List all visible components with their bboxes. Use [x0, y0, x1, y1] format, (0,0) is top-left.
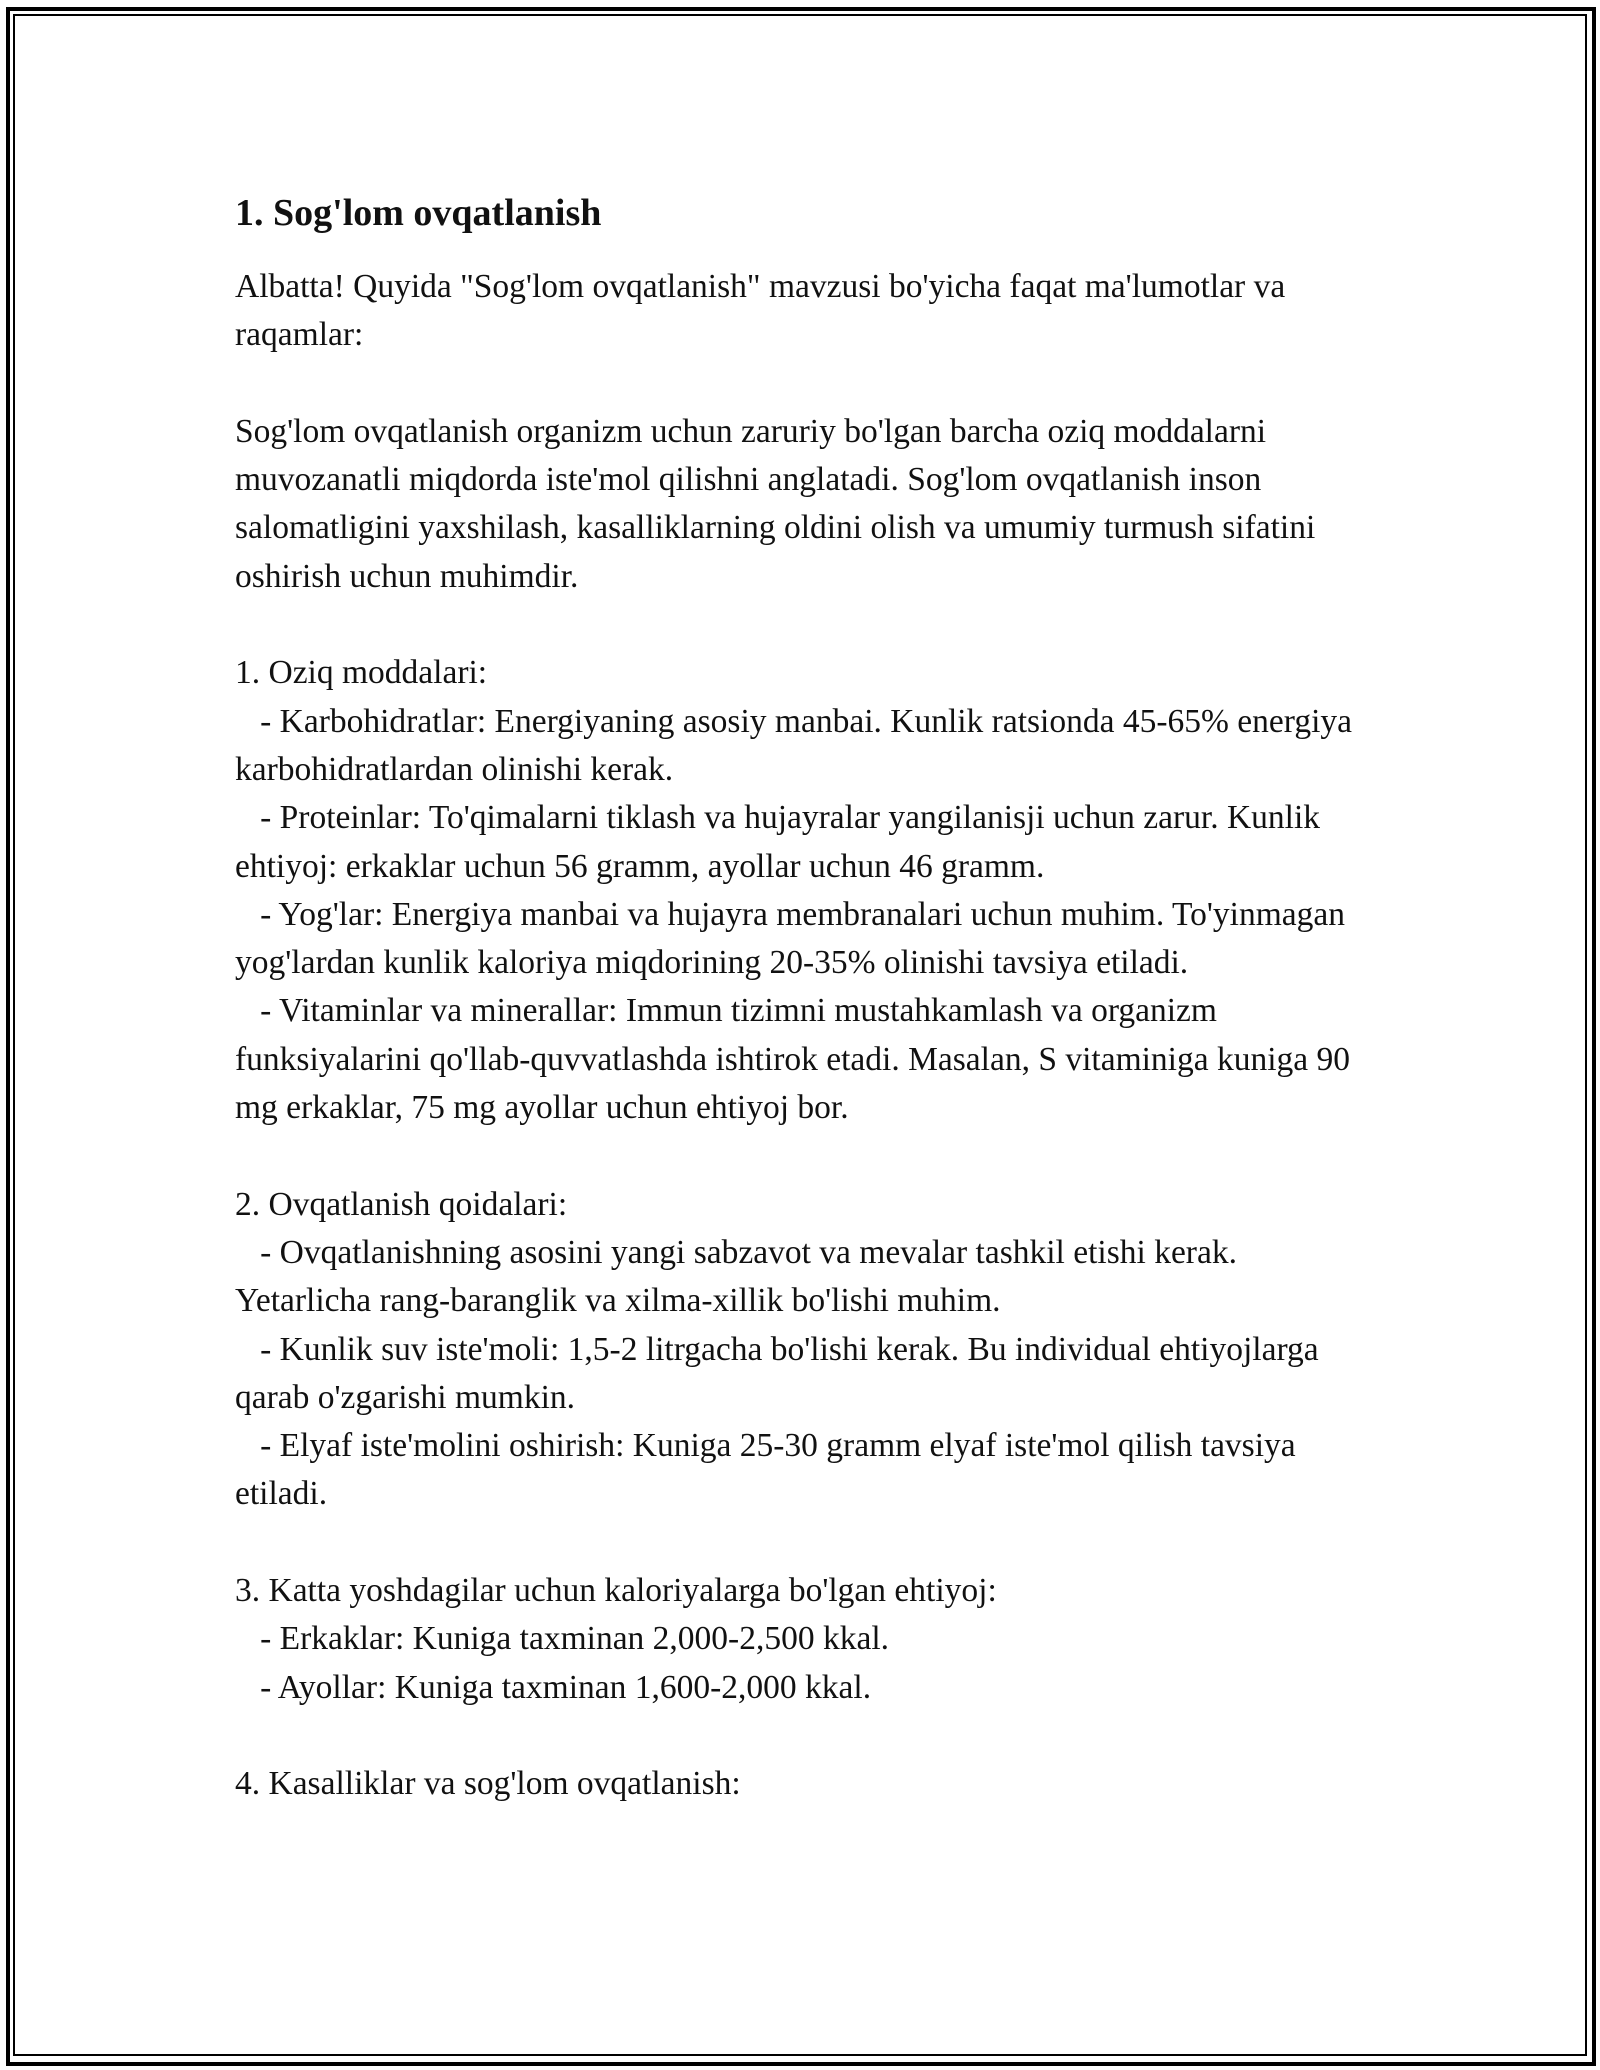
document-title: 1. Sog'lom ovqatlanish	[235, 192, 602, 234]
section-diseases	[235, 1760, 1370, 1808]
section-eating-rules	[235, 1181, 1370, 1519]
list-item: - Ovqatlanishning asosini yangi sabzavot va mevalar tashkil etishi kerak. Yetarlicha rang-baranglik va xilma-xillik bo'lishi muhim.	[235, 1233, 1245, 1320]
intro-paragraph: Albatta! Quyida "Sog'lom ovqatlanish" mavzusi bo'yicha faqat ma'lumotlar va raqamlar:	[235, 268, 1294, 354]
list-item: - Vitaminlar va minerallar: Immun tizimni mustahkamlash va organizm funksiyalarini qo'llab-quvvatlashda ishtirok etadi. Masalan, S vitaminiga kuniga 90 mg erkaklar, 75 mg ayollar uchun ehtiyoj bor.	[235, 992, 1359, 1127]
list-item: - Proteinlar: To'qimalarni tiklash va hujayralar yangilanisji uchun zarur. Kunlik ehtiyoj: erkaklar uchun 56 gramm, ayollar uchun 46 gramm.	[235, 799, 1329, 885]
paragraph-gap	[235, 601, 1370, 649]
section-heading: 2. Ovqatlanish qoidalari:	[235, 1185, 568, 1223]
paragraph-gap	[235, 360, 1370, 408]
list-item: - Ayollar: Kuniga taxminan 1,600-2,000 kkal.	[235, 1668, 872, 1706]
list-item: - Erkaklar: Kuniga taxminan 2,000-2,500 kkal.	[235, 1620, 890, 1658]
section-heading: 1. Oziq moddalari:	[235, 654, 488, 692]
section-nutrients	[235, 649, 1370, 1132]
document-body	[235, 185, 1370, 1809]
paragraph-gap	[235, 1519, 1370, 1567]
body-paragraph: Sog'lom ovqatlanish organizm uchun zaruriy bo'lgan barcha oziq moddalarni muvozanatli miqdorda iste'mol qilishni anglatadi. Sog'lom ovqatlanish inson salomatligini yaxshilash, kasalliklarning oldini olish va umumiy turmush sifatini oshirish uchun muhimdir.	[235, 412, 1324, 595]
section-calorie-needs	[235, 1567, 1370, 1712]
list-item: - Kunlik suv iste'moli: 1,5-2 litrgacha bo'lishi kerak. Bu individual ehtiyojlarga qarab o'zgarishi mumkin.	[235, 1330, 1327, 1416]
paragraph-gap	[235, 1712, 1370, 1760]
section-heading: 4. Kasalliklar va sog'lom ovqatlanish:	[235, 1765, 741, 1803]
list-item: - Elyaf iste'molini oshirish: Kuniga 25-30 gramm elyaf iste'mol qilish tavsiya etiladi.	[235, 1427, 1305, 1513]
section-heading: 3. Katta yoshdagilar uchun kaloriyalarga bo'lgan ehtiyoj:	[235, 1572, 997, 1610]
list-item: - Yog'lar: Energiya manbai va hujayra membranalari uchun muhim. To'yinmagan yog'lardan kunlik kaloriya miqdorining 20-35% olinishi tavsiya etiladi.	[235, 895, 1354, 982]
list-item: - Karbohidratlar: Energiyaning asosiy manbai. Kunlik ratsionda 45-65% energiya karbohidratlardan olinishi kerak.	[235, 702, 1361, 788]
paragraph-gap	[235, 1132, 1370, 1180]
